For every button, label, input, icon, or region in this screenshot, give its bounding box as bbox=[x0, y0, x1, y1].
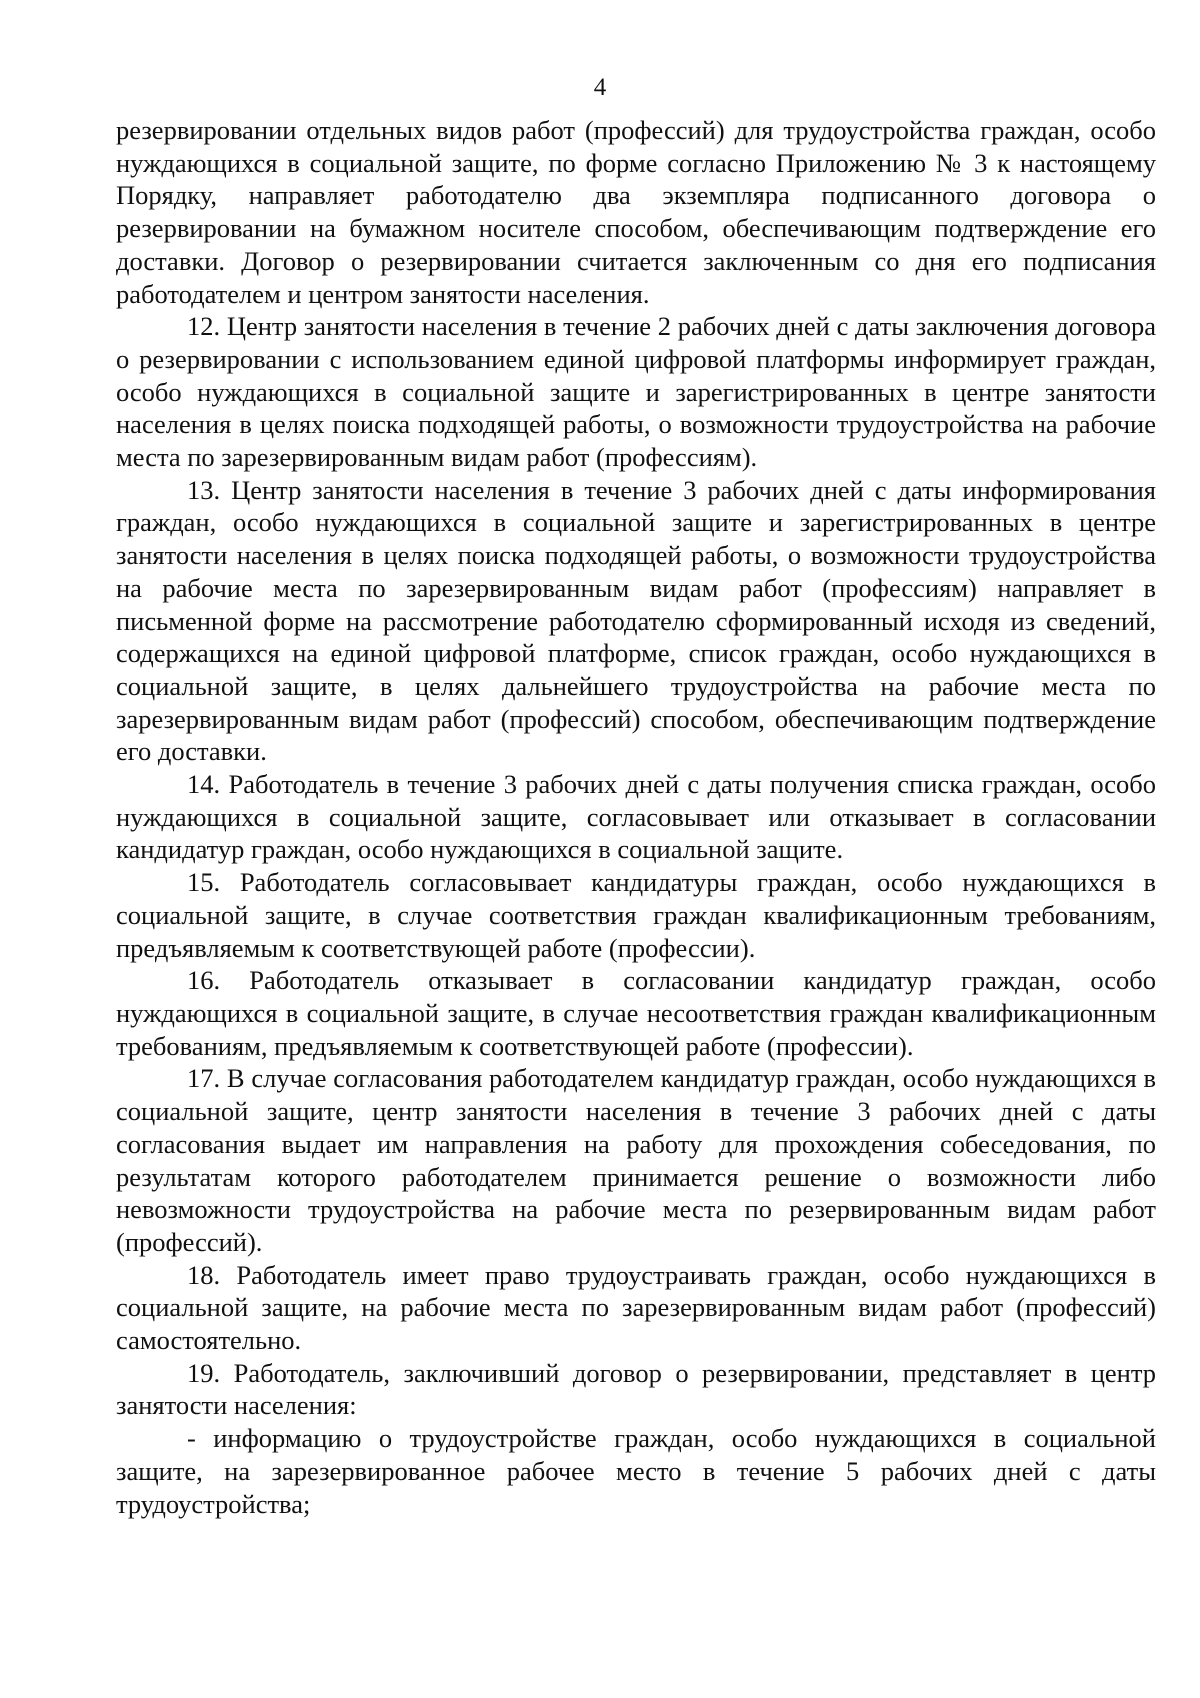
paragraph-18: 18. Работодатель имеет право трудоустраивать граждан, особо нуждающихся в социальной защите, на рабочие места по зарезервированным видам работ (профессий) самостоятельно. bbox=[116, 1259, 1156, 1356]
paragraph-16: 16. Работодатель отказывает в согласовании кандидатур граждан, особо нуждающихся в социальной защите, в случае несоответствия граждан квалификационным требованиям, предъявляемым к соответствующей работе (профессии). bbox=[116, 965, 1156, 1061]
paragraph-19-item: - информацию о трудоустройстве граждан, особо нуждающихся в социальной защите, на зарезервированное рабочее место в течение 5 рабочих дней с даты трудоустройства; bbox=[116, 1423, 1156, 1519]
paragraph-14: 14. Работодатель в течение 3 рабочих дней с даты получения списка граждан, особо нуждающихся в социальной защите, согласовывает или отказывает в согласовании кандидатур граждан, особо нуждающихся в социальной защите. bbox=[116, 769, 1156, 865]
paragraph-17: 17. В случае согласования работодателем кандидатур граждан, особо нуждающихся в социальной защите, центр занятости населения в течение 3 рабочих дней с даты согласования выдает им направления на работу для прохождения собеседования, по результатам которого работодателем принимается решение о возможности либо невозможности трудоустройства на рабочие места по резервированным видам работ (профессий). bbox=[116, 1063, 1156, 1257]
paragraph-15: 15. Работодатель согласовывает кандидатуры граждан, особо нуждающихся в социальной защите, в случае соответствия граждан квалификационным требованиям, предъявляемым к соответствующей работе (профессии). bbox=[116, 867, 1156, 963]
paragraph-12: 12. Центр занятости населения в течение 2 рабочих дней с даты заключения договора о резервировании с использованием единой цифровой платформы информирует граждан, особо нуждающихся в социальной защите и зарегистрированных в центре занятости населения в целях поиска подходящей работы, о возможности трудоустройства на рабочие места по зарезервированным видам работ (профессиям). bbox=[116, 311, 1156, 473]
document-body bbox=[116, 114, 1156, 1520]
paragraph-13: 13. Центр занятости населения в течение 3 рабочих дней с даты информирования граждан, особо нуждающихся в социальной защите и зарегистрированных в центре занятости населения в целях поиска подходящей работы, о возможности трудоустройства на рабочие места по зарезервированным видам работ (профессиям) направляет в письменной форме на рассмотрение работодателю сформированный исходя из сведений, содержащихся на единой цифровой платформе, список граждан, особо нуждающихся в социальной защите, в целях дальнейшего трудоустройства на рабочие места по зарезервированным видам работ (профессий) способом, обеспечивающим подтверждение его доставки. bbox=[116, 474, 1156, 767]
page-number: 4 bbox=[593, 74, 607, 101]
paragraph-continuation: резервировании отдельных видов работ (профессий) для трудоустройства граждан, особо нуждающихся в социальной защите, по форме согласно Приложению № 3 к настоящему Порядку, направляет работодателю два экземпляра подписанного договора о резервировании на бумажном носителе способом, обеспечивающим подтверждение его доставки. Договор о резервировании считается заключенным со дня его подписания работодателем и центром занятости населения. bbox=[116, 115, 1156, 309]
paragraph-19: 19. Работодатель, заключивший договор о резервировании, представляет в центр занятости населения: bbox=[116, 1357, 1156, 1421]
